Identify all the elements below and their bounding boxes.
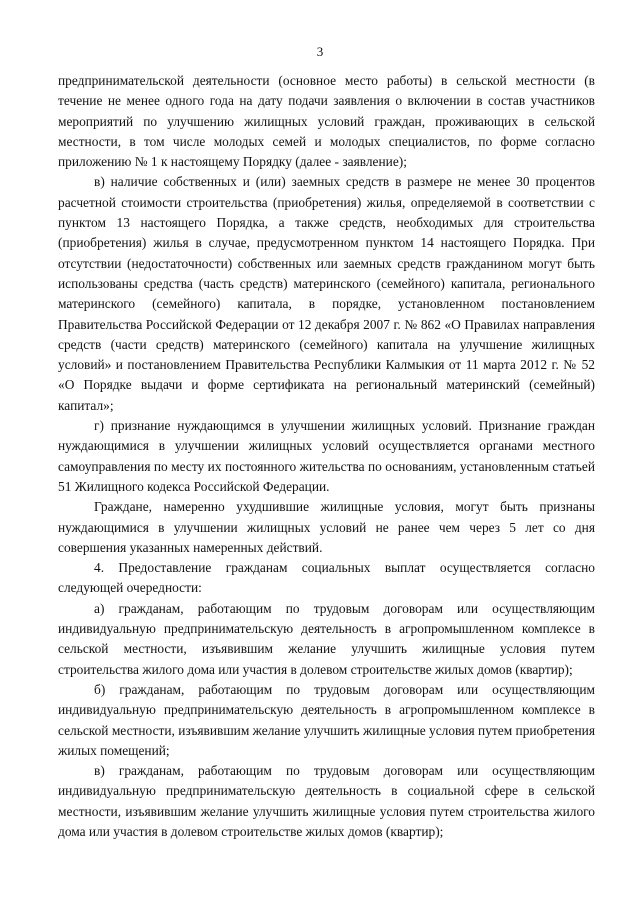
paragraph-item-v-social-sphere: в) гражданам, работающим по трудовым договорам или осуществляющим индивидуальную предпринимательскую деятельность в социальной сфере в сельской местности, изъявившим желание улучшить жилищные условия путем строительства жилого дома или участия в долевом строительстве жилых домов (квартир);	[58, 763, 595, 839]
paragraph-item-g-need-recognition: г) признание нуждающимся в улучшении жилищных условий. Признание граждан нуждающимися в улучшении жилищных условий осуществляется органами местного самоуправления по месту их постоянного жительства по основаниям, установленным статьей 51 Жилищного кодекса Российской Федерации.	[58, 418, 595, 494]
paragraph-item-v-own-funds: в) наличие собственных и (или) заемных средств в размере не менее 30 процентов расчетной стоимости строительства (приобретения) жилья, определяемой в соответствии с пунктом 13 настоящего Порядка, а также средств, необходимых для строительства (приобретения) жилья в случае, предусмотренном пунктом 14 настоящего Порядка. При отсутствии (недостаточности) собственных или заемных средств гражданином могут быть использованы средства (часть средств) материнского (семейного) капитала, регионального материнского (семейного) капитала, в порядке, установленном постановлением Правительства Российской Федерации от 12 декабря 2007 г. № 862 «О Правилах направления средств (части средств) материнского (семейного) капитала на улучшение жилищных условий» и постановлением Правительства Республики Калмыкия от 11 марта 2012 г. № 52 «О Порядке выдачи и форме сертификата на региональный материнский (семейный) капитал»;	[58, 174, 595, 413]
paragraph-continuation: предпринимательской деятельности (основное место работы) в сельской местности (в течение не менее одного года на дату подачи заявления о включении в состав участников мероприятий по улучшению жилищных условий граждан, проживающих в сельской местности, в том числе молодых семей и молодых специалистов, по форме согласно приложению № 1 к настоящему Порядку (далее - заявление);	[58, 73, 595, 170]
page-number: 3	[316, 44, 324, 59]
paragraph-section-4: 4. Предоставление гражданам социальных выплат осуществляется согласно следующей очередности:	[58, 560, 595, 596]
paragraph-deliberate-worsening: Граждане, намеренно ухудшившие жилищные условия, могут быть признаны нуждающимися в улучшении жилищных условий не ранее чем через 5 лет со дня совершения указанных намеренных действий.	[58, 499, 595, 555]
document-body	[58, 71, 595, 842]
paragraph-item-b-acquisition: б) гражданам, работающим по трудовым договорам или осуществляющим индивидуальную предпринимательскую деятельность в агропромышленном комплексе в сельской местности, изъявившим желание улучшить жилищные условия путем приобретения жилых помещений;	[58, 681, 595, 758]
paragraph-item-a-construction: а) гражданам, работающим по трудовым договорам или осуществляющим индивидуальную предпринимательскую деятельность в агропромышленном комплексе в сельской местности, изъявившим желание улучшить жилищные условия путем строительства жилого дома или участия в долевом строительстве жилых домов (квартир);	[58, 600, 595, 677]
